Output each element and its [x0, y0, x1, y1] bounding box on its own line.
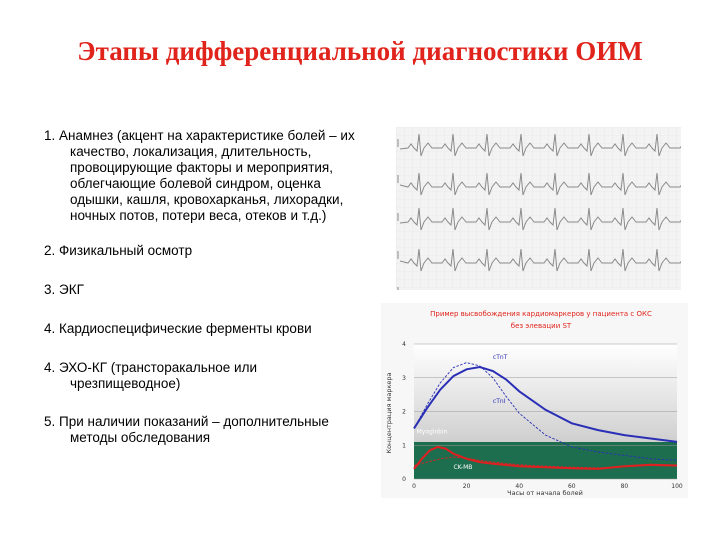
list-item-number: 5.	[44, 414, 56, 429]
y-tick-label: 0	[402, 476, 406, 483]
y-tick-label: 1	[402, 442, 406, 450]
list-item	[44, 360, 364, 392]
list-item-number: 4.	[44, 321, 56, 336]
list-item-text: При наличии показаний – дополнительные методы обследования	[59, 414, 329, 445]
x-tick-label: 80	[620, 483, 629, 490]
list-item-number: 4.	[44, 360, 56, 375]
x-tick-label: 60	[567, 483, 576, 490]
list-item	[44, 243, 364, 259]
series-label: Myoglobin	[416, 428, 448, 436]
cardiomarker-chart	[381, 303, 688, 498]
list-item-text: Кардиоспецифические ферменты крови	[59, 321, 312, 336]
ecg-image	[396, 127, 681, 290]
x-tick-label: 0	[412, 483, 416, 490]
list-item-number: 3.	[44, 282, 56, 297]
chart-title: Пример высвобождения кардиомаркеров у пациента с ОКС	[430, 310, 652, 318]
diagnostic-steps-list	[44, 128, 364, 446]
list-item-text: ЭКГ	[59, 282, 84, 297]
x-tick-label: 20	[462, 483, 471, 490]
list-item-number: 1.	[44, 128, 56, 143]
slide-title: Этапы дифференциальной диагностики ОИМ	[77, 36, 643, 66]
list-item	[44, 128, 364, 224]
x-tick-label: 40	[515, 483, 524, 490]
y-tick-label: 2	[402, 408, 406, 416]
x-tick-label: 100	[671, 483, 683, 490]
chart-subtitle: без элевации ST	[510, 322, 572, 330]
list-item	[44, 414, 364, 446]
list-item-text: Анамнез (акцент на характеристике болей – их качество, локализация, длительность, провоцирующие факторы и мероприятия, облегчающие болевой синдром, оценка одышки, кашля, кровохарканья, лихорадки, ночных потов, потери веса, отеков и т.д.)	[59, 128, 355, 223]
list-item-number: 2.	[44, 243, 56, 258]
green-band	[414, 442, 677, 479]
y-tick-label: 3	[402, 374, 406, 382]
series-label: cTnI	[492, 398, 506, 406]
series-label: CK-MB	[453, 463, 473, 471]
y-axis-label: Концентрация маркера	[385, 372, 393, 454]
list-item-text: ЭХО-КГ (трансторакальное или чрезпищеводное)	[59, 360, 258, 391]
list-item	[44, 282, 364, 298]
y-tick-label: 4	[402, 341, 406, 348]
series-label: cTnT	[492, 354, 508, 362]
list-item-text: Физикальный осмотр	[59, 243, 193, 258]
x-axis-label: Часы от начала болей	[507, 489, 583, 497]
list-item	[44, 321, 364, 337]
